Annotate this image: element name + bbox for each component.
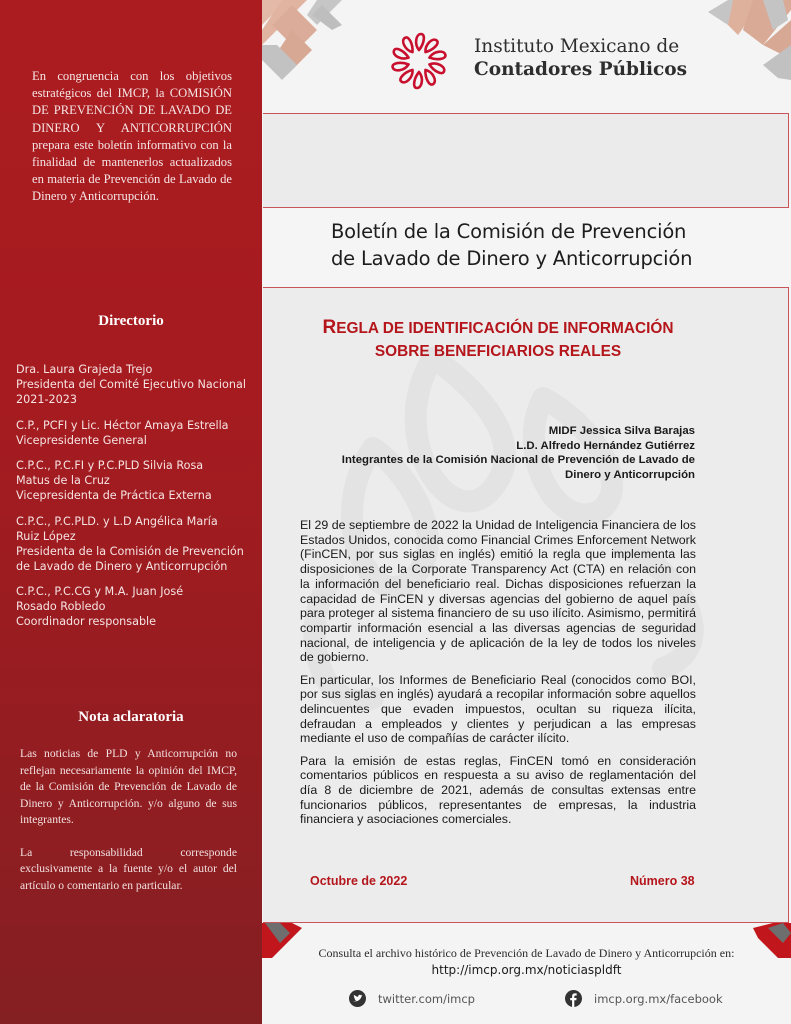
author-line: Dinero y Anticorrupción	[565, 468, 695, 481]
directory-line: Vicepresidente General	[16, 433, 147, 447]
imcp-logo	[384, 22, 704, 92]
directory-entry	[16, 418, 256, 448]
article-title	[263, 316, 733, 363]
directory-line: Presidenta de la Comisión de Prevención	[16, 544, 244, 558]
imcp-logo-icon	[384, 28, 454, 94]
bulletin-title-block	[263, 208, 791, 286]
twitter-link[interactable]	[349, 990, 475, 1007]
issue-date: Octubre de 2022	[310, 874, 408, 888]
article-title-line1: EGLA DE IDENTIFICACIÓN DE INFORMACIÓN	[336, 320, 674, 337]
bulletin-title-line2: de Lavado de Dinero y Anticorrupción	[331, 247, 693, 270]
org-name-line2: Contadores Públicos	[474, 59, 688, 80]
twitter-icon	[349, 990, 366, 1007]
corner-pattern-top-right	[708, 0, 791, 80]
directory-line: C.P., PCFI y Lic. Héctor Amaya Estrella	[16, 418, 229, 432]
article-paragraph: El 29 de septiembre de 2022 la Unidad de Inteligencia Financiera de los Estados Unidos, conocida como Financial Crimes Enforcement Network (FinCEN, por sus siglas en inglés) emitió la regla que implementa las disposiciones de la Corporate Transparency Act (CTA) en relación con la información del beneficiario real. Dichas disposiciones refuerzan la capacidad de FinCEN y diversas agencias del gobierno de aquel país para proteger al sistema financiero de su uso ilícito. Asimismo, permitirá compartir información esencial a las diversas agencias de seguridad nacional, de inteligencia y de aplicación de la ley de todos los niveles de gobierno.	[300, 518, 696, 665]
directory-line: Coordinador responsable	[16, 615, 157, 628]
author-line: Integrantes de la Comisión Nacional de Prevención de Lavado de	[341, 454, 695, 466]
org-name	[474, 36, 687, 82]
twitter-handle: twitter.com/imcp	[378, 991, 475, 1006]
bulletin-title-line1: Boletín de la Comisión de Prevención	[331, 220, 687, 243]
facebook-icon	[565, 990, 582, 1007]
directory-entry	[16, 362, 256, 407]
directory-entry	[16, 514, 256, 574]
archive-text: Consulta el archivo histórico de Prevención de Lavado de Dinero y Anticorrupción en:	[318, 946, 735, 960]
directory-line: Matus de la Cruz	[16, 474, 110, 487]
article-authors	[342, 424, 695, 482]
banner-placeholder	[263, 113, 789, 208]
directory-line: C.P.C., P.C.FI y P.C.PLD Silvia Rosa	[16, 459, 204, 472]
directory-line: de Lavado de Dinero y Anticorrupción	[16, 559, 228, 573]
facebook-link[interactable]	[565, 990, 723, 1007]
issue-number: Número 38	[630, 874, 695, 888]
author-line: MIDF Jessica Silva Barajas	[548, 425, 695, 437]
directory-entry	[16, 584, 256, 629]
directory-line: Ruiz López	[16, 529, 76, 543]
directory-list	[16, 362, 256, 640]
sidebar	[0, 0, 262, 1024]
directory-line: C.P.C., P.C.CG y M.A. Juan José	[16, 585, 184, 598]
note-text	[20, 746, 237, 910]
note-paragraph: Las noticias de PLD y Anticorrupción no reflejan necesariamente la opinión del IMCP, de la Comisión de Prevención de Lavado de Dinero y Anticorrupción. y/o alguno de sus integrantes.	[20, 747, 237, 826]
note-heading: Nota aclaratoria	[78, 709, 184, 725]
article-body	[300, 518, 696, 835]
author-line: L.D. Alfredo Hernández Gutiérrez	[516, 439, 695, 452]
article-box	[263, 287, 789, 923]
article-title-line2: SOBRE BENEFICIARIOS REALES	[374, 343, 622, 360]
archive-link[interactable]: http://imcp.org.mx/noticiaspldft	[431, 963, 622, 977]
directory-line: Vicepresidenta de Práctica Externa	[16, 489, 212, 502]
article-paragraph: Para la emisión de estas reglas, FinCEN tomó en consideración comentarios públicos en respuesta a su aviso de reglamentación del día 8 de diciembre de 2021, además de consultas extensas entre funcionarios públicos, representantes de empresas, la industria financiera y asociaciones comerciales.	[300, 753, 696, 827]
directory-line: C.P.C., P.C.PLD. y L.D Angélica María	[16, 514, 218, 528]
directory-heading: Directorio	[98, 313, 164, 329]
article-paragraph: En particular, los Informes de Beneficiario Real (conocidos como BOI, por sus siglas en inglés) ayudará a recopilar información sobre aquellos delincuentes que evaden impuestos, ocultan su riqueza ilícita, defraudan a empleados y clientes y perjudican a las empresas mediante el uso de compañías de carácter ilícito.	[300, 672, 696, 746]
bulletin-title	[331, 218, 692, 272]
article-title-initial: R	[322, 317, 337, 338]
directory-line: Presidenta del Comité Ejecutivo Nacional	[16, 378, 246, 391]
directory-line: Rosado Robledo	[16, 600, 106, 613]
facebook-handle: imcp.org.mx/facebook	[594, 991, 723, 1006]
sidebar-intro: En congruencia con los objetivos estratégicos del IMCP, la COMISIÓN DE PREVENCIÓN DE LAVADO DE DINERO Y ANTICORRUPCIÓN prepara este boletín informativo con la finalidad de mantenerlos actualizados en materia de Prevención de Lavado de Dinero y Anticorrupción.	[32, 69, 232, 204]
org-name-line1: Instituto Mexicano de	[474, 36, 680, 57]
directory-entry	[16, 458, 256, 503]
directory-line: 2021-2023	[16, 393, 77, 406]
archive-info	[262, 946, 791, 977]
directory-line: Dra. Laura Grajeda Trejo	[16, 363, 153, 376]
corner-pattern-top-left	[262, 0, 357, 85]
note-paragraph: La responsabilidad corresponde exclusivamente a la fuente y/o el autor del artículo o comentario en particular.	[20, 845, 237, 892]
